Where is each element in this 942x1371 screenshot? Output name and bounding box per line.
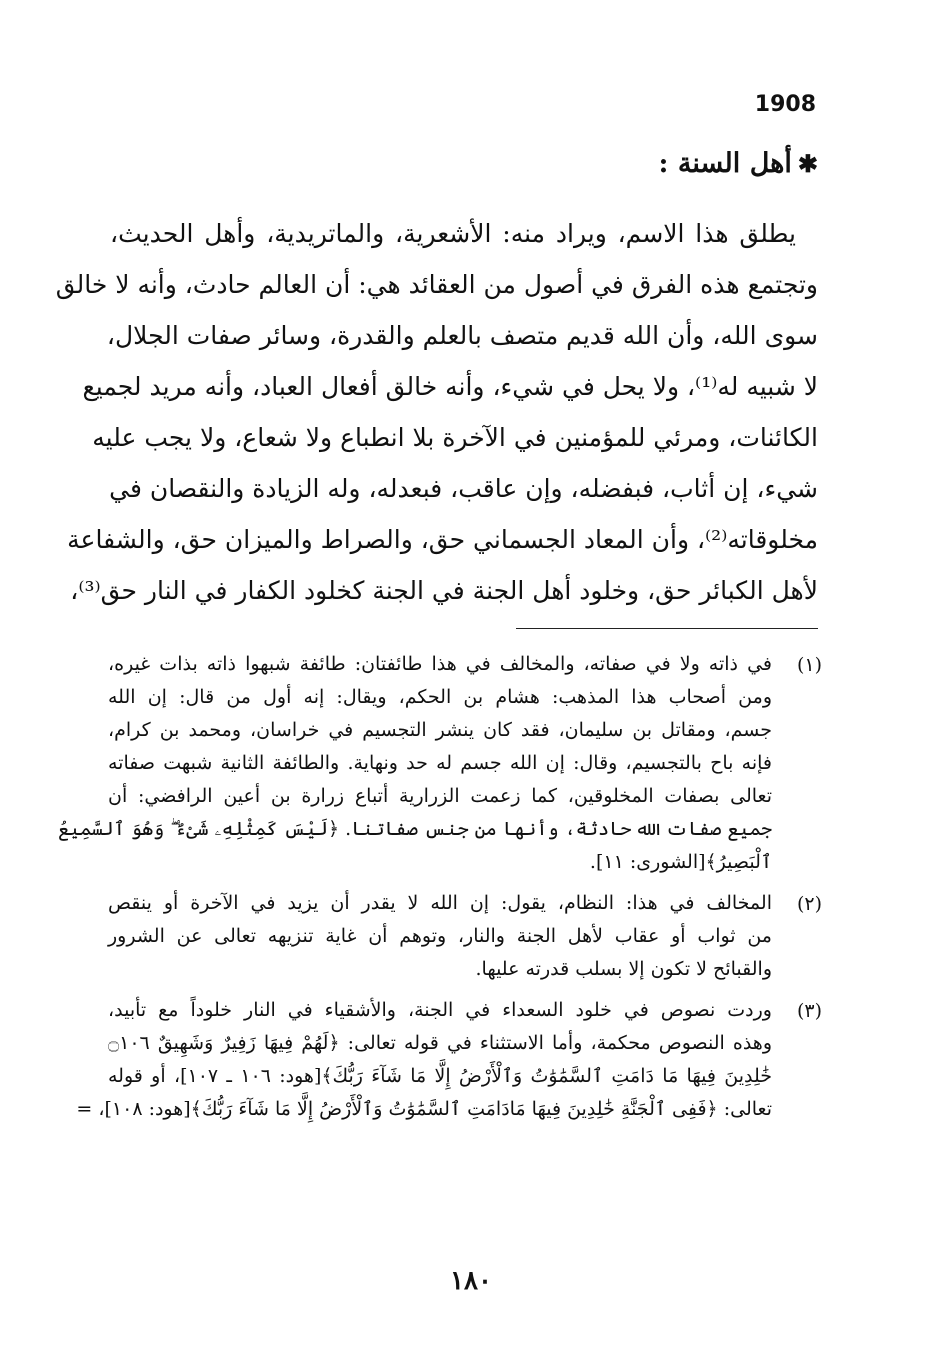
footnote-line: وردت نصوص في خلود السعداء في الجنة، والأشقياء في النار خلوداً مع تأبيد،	[108, 999, 772, 1021]
footnote-number: (٣)	[796, 1000, 822, 1022]
footnote-line: ٱلْبَصِيرُ﴾[الشورى: ١١].	[589, 851, 772, 873]
paragraph-line: يطلق هذا الاسم، ويراد منه: الأشعرية، والماتريدية، وأهل الحديث،	[110, 219, 796, 248]
paragraph-line: لا شبيه له⁽¹⁾، ولا يحل في شيء، وأنه خالق أفعال العباد، وأنه مريد لجميع	[82, 372, 818, 401]
footnote-number: (١)	[796, 654, 822, 676]
paragraph-line: شيء، إن أثاب، فبفضله، وإن عاقب، فبعدله، وله الزيادة والنقصان في	[109, 474, 818, 503]
bottom-page-number: ١٨٠	[450, 1266, 492, 1296]
footnote-line: تعالى: ﴿فَفِى ٱلْجَنَّةِ خَٰلِدِينَ فِيهَا مَادَامَتِ ٱلسَّمَٰوَٰتُ وَٱلْأَرْضُ إِلَّا مَا شَآءَ رَبُّكَ﴾[هود: ١٠٨]، =	[76, 1098, 772, 1120]
footnote-line: تعالى بصفات المخلوقين، كما زعمت الزرارية أتباع زرارة بن أعين الرافضي: أن	[108, 785, 772, 807]
footnote-3	[76, 994, 822, 1126]
footnote-line: المخالف في هذا: النظام، يقول: إن الله لا يقدر أن يزيد في الآخرة أو ينقص	[108, 892, 772, 914]
paragraph-line: لأهل الكبائر حق، وخلود أهل الجنة في الجنة كخلود الكفار في النار حق⁽³⁾،	[70, 576, 818, 605]
footnote-number: (٢)	[796, 893, 822, 915]
footnote-1	[58, 648, 822, 879]
footnote-line: وهذه النصوص محكمة، وأما الاستثناء في قوله تعالى: ﴿لَهُمْ فِيهَا زَفِيرٌ وَشَهِيقٌ ۝١٠٦	[108, 1032, 772, 1054]
footnote-2	[108, 887, 822, 986]
footnote-line: من ثواب أو عقاب لأهل الجنة والنار، وتوهم أن غاية تنزيهه تعالى عن الشرور	[108, 925, 772, 947]
paragraph-line: الكائنات، ومرئي للمؤمنين في الآخرة بلا انطباع ولا شعاع، ولا يجب عليه	[92, 423, 818, 452]
footnote-line: والقبائح لا تكون إلا بسلب قدرته عليها.	[475, 958, 772, 980]
footnote-line: ومن أصحاب هذا المذهب: هشام بن الحكم، ويقال: إنه أول من قال: إن الله	[108, 686, 772, 708]
paragraph-line: مخلوقاته⁽²⁾، وأن المعاد الجسماني حق، والصراط والميزان حق، والشفاعة	[67, 525, 818, 554]
asterisk-icon: ✱	[797, 149, 818, 178]
section-heading	[658, 148, 818, 179]
footnote-line: خَٰلِدِينَ فِيهَا مَا دَامَتِ ٱلسَّمَٰوَٰتُ وَٱلْأَرْضُ إِلَّا مَا شَآءَ رَبُّكَ﴾[هود: ١٠٦ ـ ١٠٧]، أو قوله	[108, 1065, 772, 1087]
footnote-line: في ذاته ولا في صفاته، والمخالف في هذا طائفتان: طائفة شبهوا ذاته بذات غيره،	[108, 653, 772, 675]
footnote-line: جميع صفات الله حادثة، وأنها من جنس صفاتنا. ﴿لَيْسَ كَمِثْلِهِۦ شَىْءٌ ۖ وَهُوَ ٱلسَّمِيعُ	[58, 818, 772, 840]
main-paragraph	[55, 208, 818, 616]
footnote-line: جسم، ومقاتل بن سليمان، فقد كان ينشر التجسيم في خراسان، ومحمد بن كرام،	[108, 719, 772, 741]
paragraph-line: وتجتمع هذه الفرق في أصول من العقائد هي: أن العالم حادث، وأنه لا خالق	[55, 270, 818, 299]
footnotes-section	[58, 648, 822, 1126]
footnote-divider	[516, 628, 818, 629]
paragraph-line: سوى الله، وأن الله قديم متصف بالعلم والقدرة، وسائر صفات الجلال،	[106, 321, 818, 350]
section-heading-text: أهل السنة :	[658, 148, 792, 179]
footnote-line: فإنه باح بالتجسيم، وقال: إن الله جسم له حد ونهاية. والطائفة الثانية شبهت صفاته	[108, 752, 772, 774]
top-page-number: 1908	[754, 92, 816, 117]
